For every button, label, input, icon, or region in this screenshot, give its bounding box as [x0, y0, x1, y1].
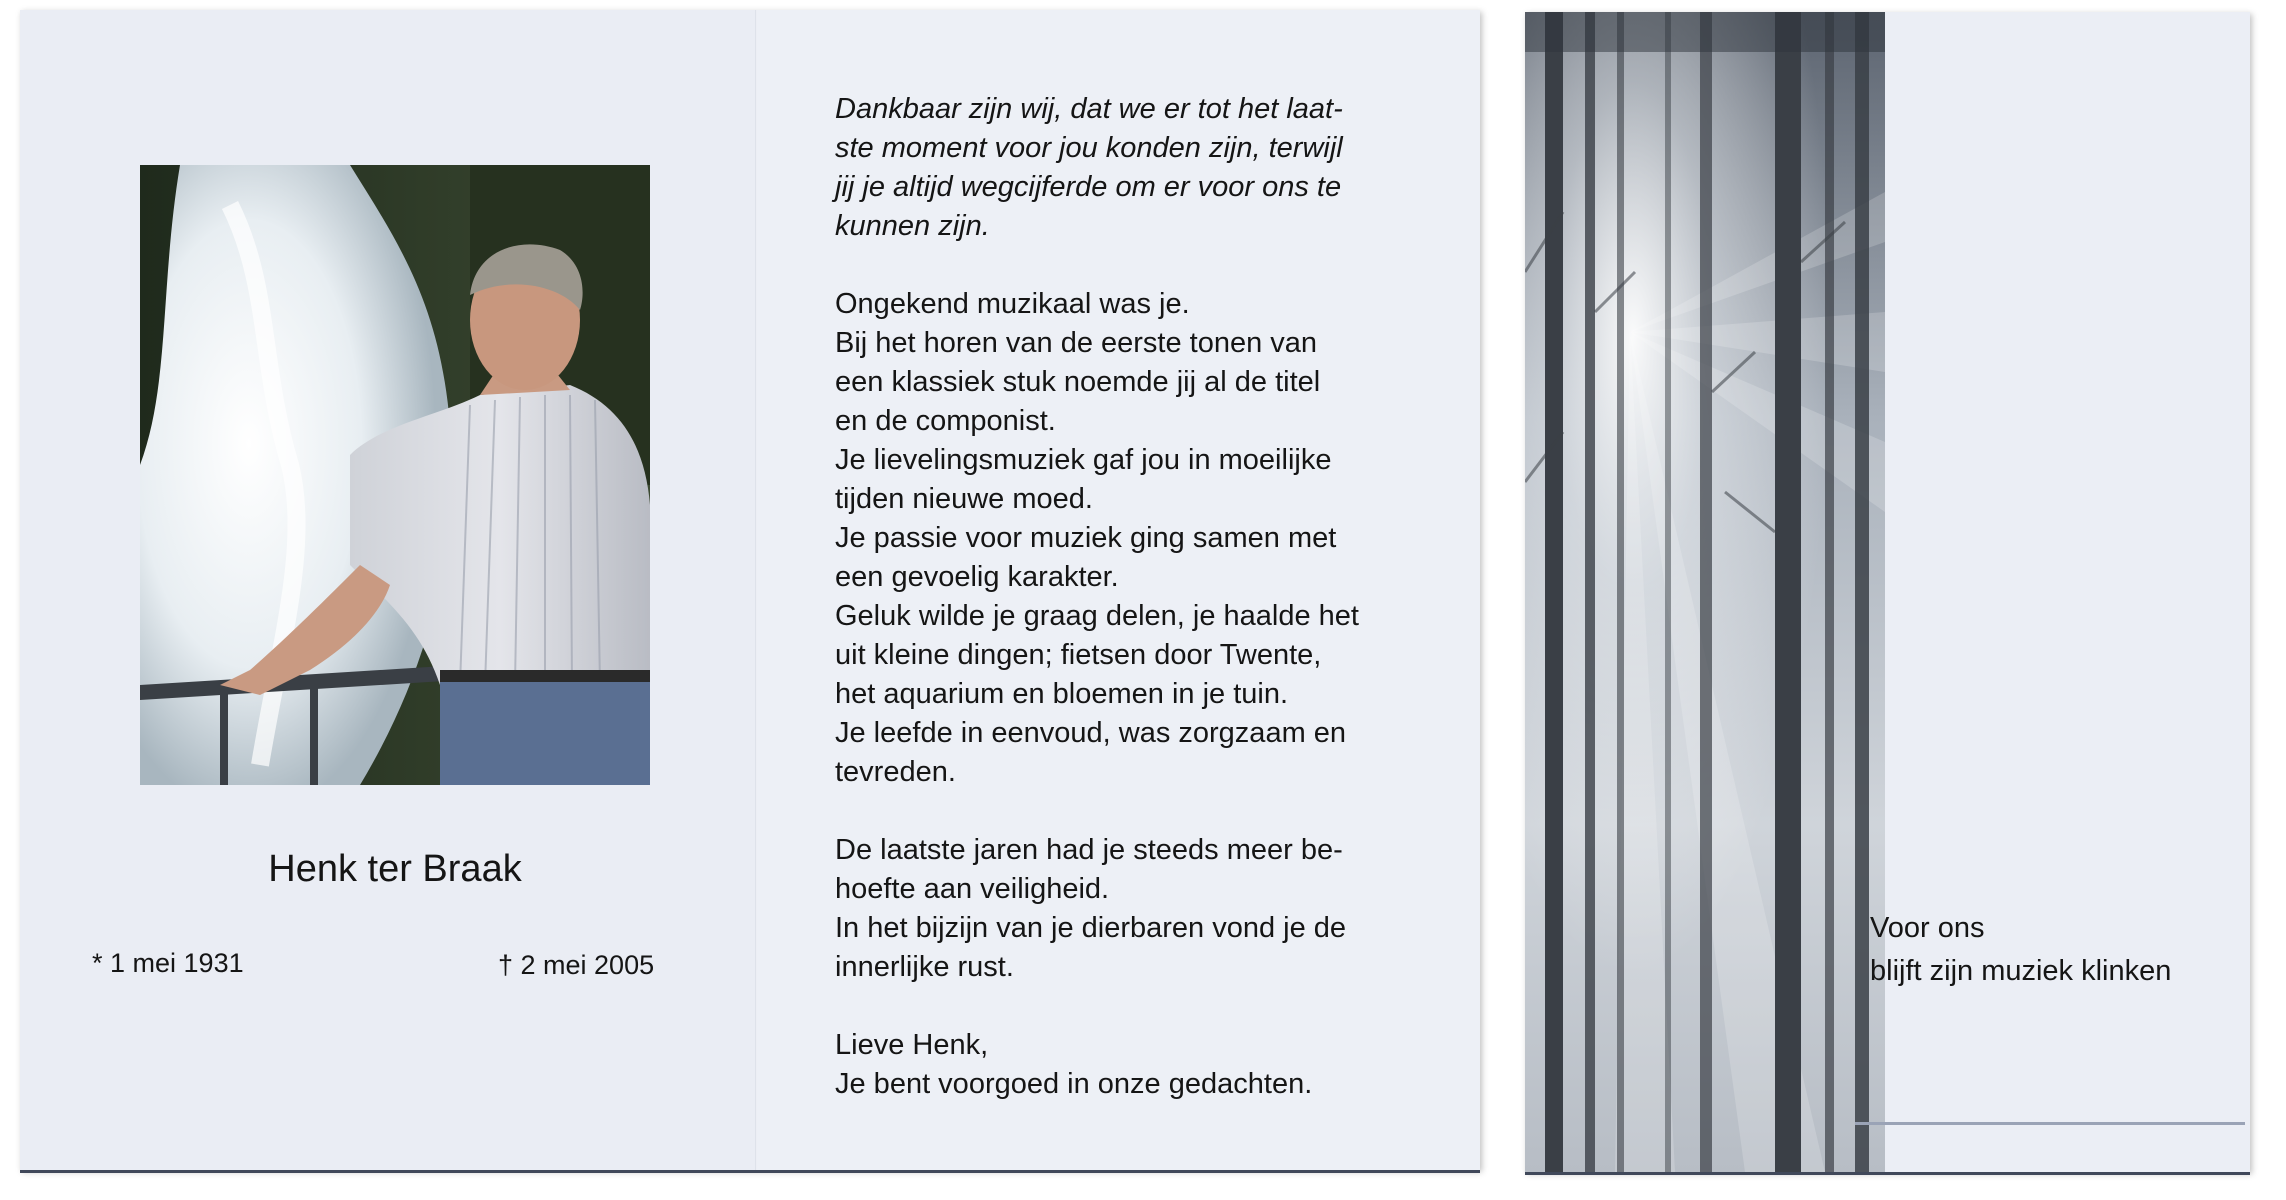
poem-line: het aquarium en bloemen in je tuin. — [835, 678, 1289, 710]
death-date: † 2 mei 2005 — [498, 950, 655, 980]
quote-line: blijft zijn muziek klinken — [1870, 955, 2172, 987]
portrait-photo-illustration — [140, 165, 650, 785]
poem-line: innerlijke rust. — [835, 951, 1014, 983]
poem-line: In het bijzijn van je dierbaren vond je de — [835, 912, 1347, 944]
quote-line: Voor ons — [1870, 912, 1985, 944]
poem-line: tijden nieuwe moed. — [835, 483, 1093, 515]
poem-line: Je lievelingsmuziek gaf jou in moeilijke — [835, 444, 1332, 476]
deceased-name: Henk ter Braak — [268, 848, 522, 890]
poem-stanza-2 — [835, 285, 1450, 792]
poem-line: en de componist. — [835, 405, 1056, 437]
bookmark-quote — [1870, 907, 2240, 993]
poem-line: een gevoelig karakter. — [835, 561, 1119, 593]
poem-line: tevreden. — [835, 756, 956, 788]
portrait-photo — [140, 165, 650, 785]
poem-stanza-3 — [835, 831, 1450, 987]
forest-photo — [1525, 12, 1885, 1172]
poem-line: ste moment voor jou konden zijn, terwijl — [835, 132, 1343, 164]
poem-line: Je passie voor muziek ging samen met — [835, 522, 1337, 554]
poem-line: Bij het horen van de eerste tonen van — [835, 327, 1318, 359]
poem-line: De laatste jaren had je steeds meer be- — [835, 834, 1343, 866]
memorial-card-folded — [20, 10, 1480, 1170]
bottom-rule — [1855, 1122, 2245, 1125]
poem-line: kunnen zijn. — [835, 210, 990, 242]
poem-intro — [835, 90, 1450, 246]
card-fold-line — [755, 10, 757, 1170]
poem-line: een klassiek stuk noemde jij al de titel — [835, 366, 1321, 398]
poem-line: Ongekend muzikaal was je. — [835, 288, 1190, 320]
poem-line: Lieve Henk, — [835, 1029, 989, 1061]
poem-line: Je leefde in eenvoud, was zorgzaam en — [835, 717, 1347, 749]
poem-line: hoefte aan veiligheid. — [835, 873, 1110, 905]
poem-line: Je bent voorgoed in onze gedachten. — [835, 1068, 1313, 1100]
memorial-text — [835, 90, 1450, 1143]
poem-line: uit kleine dingen; fietsen door Twente, — [835, 639, 1322, 671]
poem-line: jij je altijd wegcijferde om er voor ons te — [835, 171, 1342, 203]
poem-closing — [835, 1026, 1450, 1104]
birth-date: * 1 mei 1931 — [92, 948, 244, 978]
bookmark-card — [1525, 12, 2250, 1172]
poem-line: Dankbaar zijn wij, dat we er tot het laat- — [835, 93, 1343, 125]
poem-line: Geluk wilde je graag delen, je haalde het — [835, 600, 1359, 632]
forest-photo-illustration — [1525, 12, 1885, 1172]
